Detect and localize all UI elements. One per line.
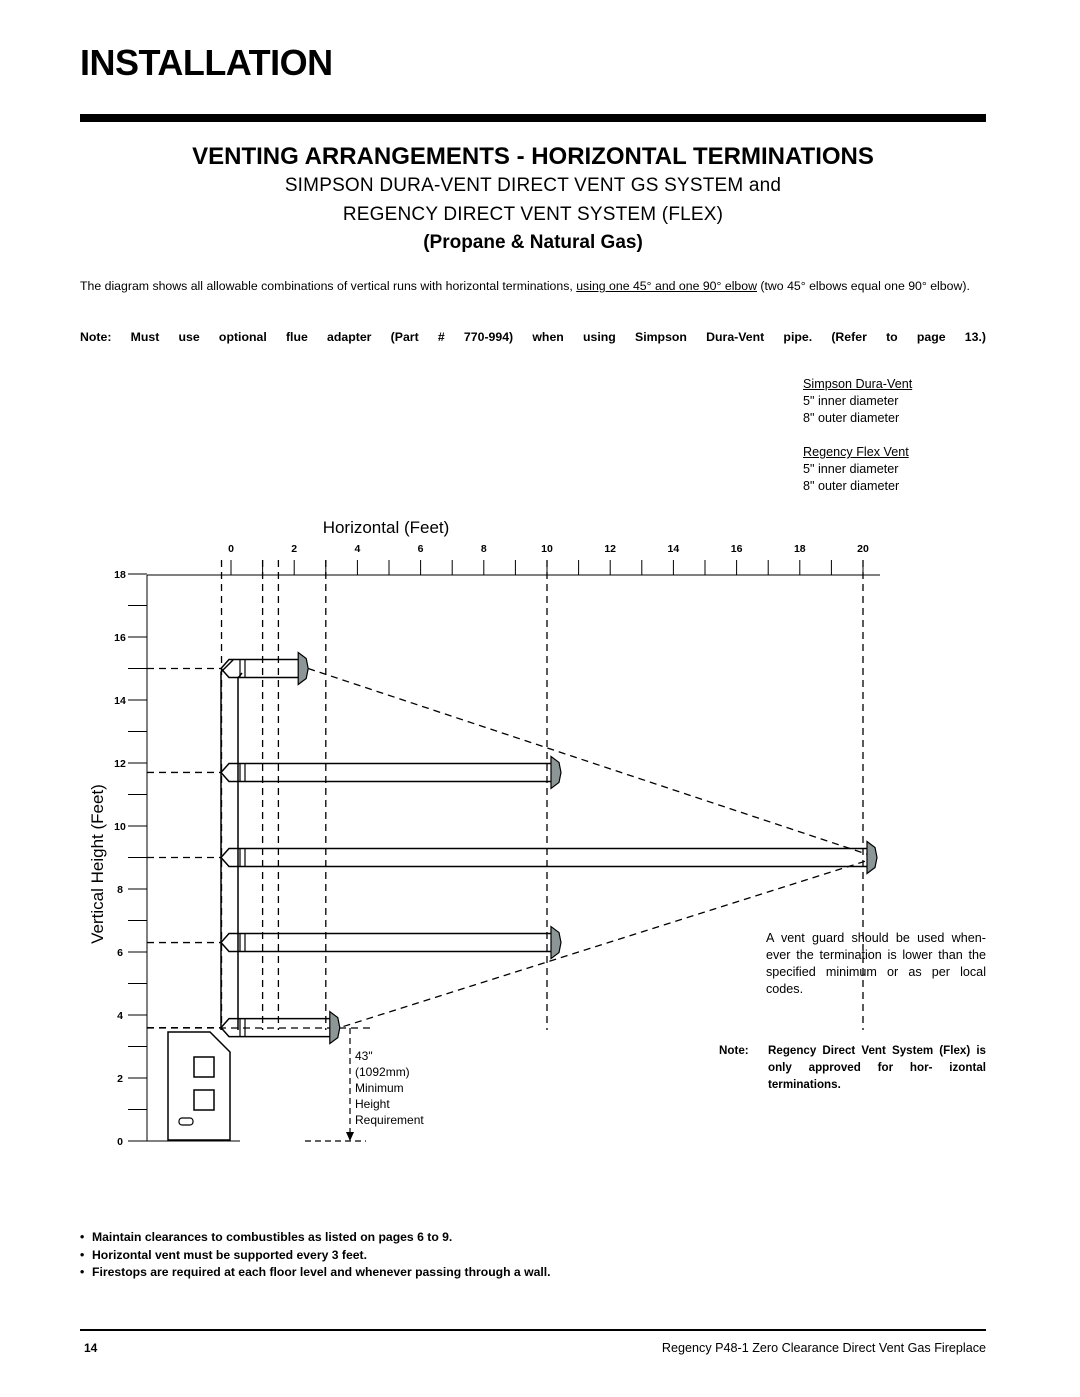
y-tick-label: 14 [114,695,126,707]
legend-flex-outer: 8" outer diameter [803,479,900,493]
pipe-top [221,849,867,858]
vertical-pipe-outer [221,660,233,1030]
legend-flex-inner: 5" inner diameter [803,462,899,476]
legend-simpson-inner: 5" inner diameter [803,394,899,408]
horizontal-run [147,927,561,959]
x-tick-label: 18 [793,543,806,555]
x-tick-label: 2 [291,543,298,555]
page-number: 14 [84,1341,98,1355]
x-tick-label: 16 [730,543,743,555]
list-item-text: Horizontal vent must be supported every 3 feet. [92,1247,367,1262]
minimum-height-label [355,1048,424,1128]
horizontal-run [147,653,308,685]
pipe-top [221,763,551,772]
x-tick-label: 20 [857,543,869,555]
x-tick-label: 4 [354,543,361,555]
y-tick-label: 10 [114,821,126,833]
sub-heading-regency: REGENCY DIRECT VENT SYSTEM (FLEX) [342,204,724,225]
pipe-bottom [221,772,551,781]
x-tick-label: 14 [667,543,680,555]
min-height-word: Height [355,1097,390,1111]
footer-rule [80,1329,986,1331]
x-tick-label: 12 [604,543,617,555]
pipe-bottom [221,858,867,867]
list-item: • Horizontal vent must be supported every 3 feet. [80,1247,551,1265]
min-height-word: Requirement [355,1113,424,1127]
y-axis-title: Vertical Height (Feet) [88,784,107,944]
flex-note-label: Note: [719,1044,749,1057]
x-tick-label: 6 [417,543,424,555]
x-tick-label: 8 [480,543,487,555]
y-tick-label: 18 [114,569,126,581]
horizontal-run [147,756,561,788]
list-item-text: Firestops are required at each floor level and whenever passing through a wall. [92,1265,551,1279]
fireplace-handle [179,1118,193,1125]
y-tick-label: 8 [117,884,123,896]
y-tick-label: 6 [117,947,123,959]
intro-elbow-rule: using one 45° and one 90° elbow [576,279,757,293]
fireplace-control-box [194,1057,214,1077]
termination-cap [551,927,561,959]
flex-note-text: Regency Direct Vent System (Flex) is only approved for hor- izontal terminations. [768,1044,986,1091]
footer-title: Regency P48-1 Zero Clearance Direct Vent Gas Fireplace [661,1341,986,1355]
legend-flex-title: Regency Flex Vent [803,445,909,459]
fireplace-unit [168,1032,230,1140]
intro-text: The diagram shows all allowable combinations of vertical runs with horizontal terminations, [80,279,577,293]
y-tick-label: 4 [117,1010,123,1022]
pipe-top [221,934,551,943]
main-heading: VENTING ARRANGEMENTS - HORIZONTAL TERMINATIONS [192,143,874,170]
x-axis-title: Horizontal (Feet) [322,518,450,537]
min-height-metric: (1092mm) [355,1065,410,1079]
legend-simpson-title: Simpson Dura-Vent [803,377,913,391]
section-title: INSTALLATION [80,42,333,83]
flue-adapter-note: Note: Must use optional flue adapter (Part # 770-994) when using Simpson Dura-Vent pipe. (Refer to page 13.) [80,330,986,344]
fuel-type-heading: (Propane & Natural Gas) [423,232,643,253]
sub-heading-simpson: SIMPSON DURA-VENT DIRECT VENT GS SYSTEM and [284,175,782,196]
requirements-list [80,1229,551,1282]
y-tick-label: 12 [114,758,126,770]
min-height-word: Minimum [355,1081,404,1095]
y-tick-label: 2 [117,1073,123,1085]
termination-cap [867,842,877,874]
legend-simpson-outer: 8" outer diameter [803,411,900,425]
min-height-value: 43" [355,1049,373,1063]
intro-text-end: (two 45° elbows equal one 90° elbow). [757,279,970,293]
x-tick-label: 0 [228,543,234,555]
termination-cap [298,653,308,685]
flex-approval-note [719,1042,986,1093]
pipe-bottom [221,669,298,678]
pipe-bottom [221,943,551,952]
y-tick-label: 16 [114,632,126,644]
list-item: • Maintain clearances to combustibles as listed on pages 6 to 9. [80,1229,551,1247]
list-item-text: Maintain clearances to combustibles as listed on pages 6 to 9. [92,1230,453,1244]
termination-cap [551,756,561,788]
termination-cap [330,1012,340,1044]
y-tick-label: 0 [117,1136,123,1148]
horizontal-run [147,842,877,874]
vent-guard-note: A vent guard should be used when- ever the termination is lower than the specified minimum or as per local codes. [766,931,986,996]
x-tick-label: 10 [541,543,553,555]
fireplace-control-box [194,1090,214,1110]
list-item: • Firestops are required at each floor level and whenever passing through a wall. [80,1264,551,1282]
